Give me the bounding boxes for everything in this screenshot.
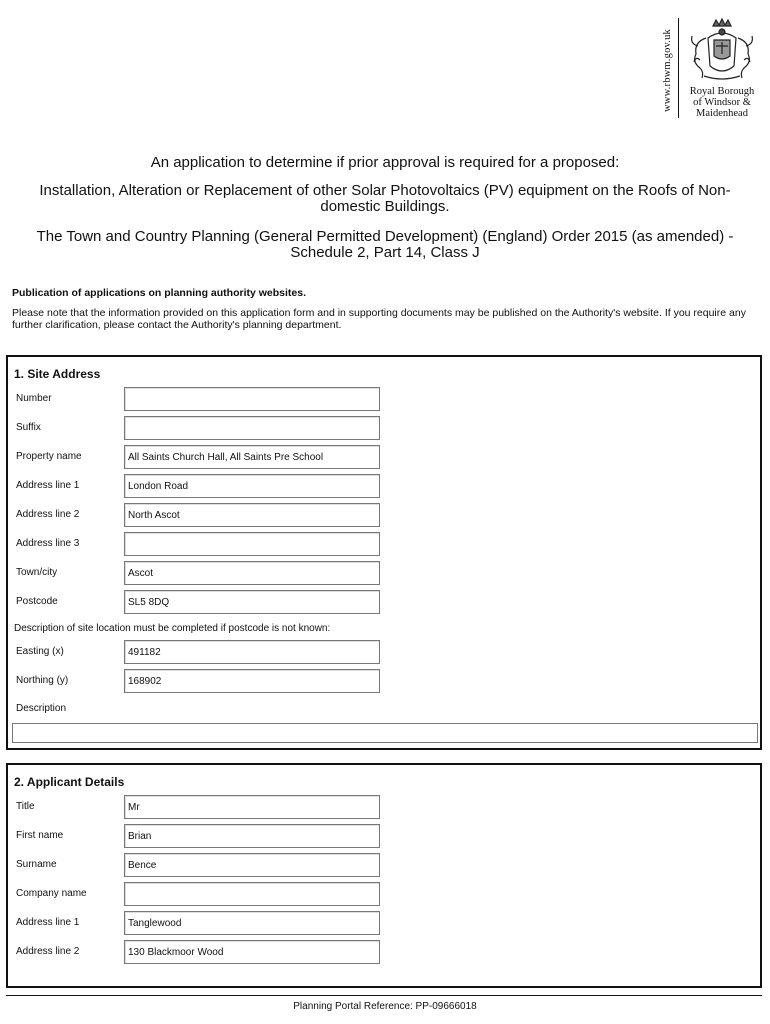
title-label: Title bbox=[16, 801, 35, 812]
council-name-line1: Royal Borough bbox=[689, 86, 755, 97]
applicant-address-line1-row bbox=[8, 911, 760, 937]
title-field[interactable]: Mr bbox=[124, 795, 380, 819]
form-title: An application to determine if prior approval is required for a proposed: bbox=[150, 154, 620, 171]
logo-divider bbox=[678, 18, 679, 118]
first-name-row bbox=[8, 824, 760, 850]
applicant-details-heading: 2. Applicant Details bbox=[14, 775, 125, 789]
footer-divider bbox=[6, 995, 762, 996]
description-field[interactable] bbox=[12, 723, 758, 743]
address-line3-row bbox=[8, 532, 760, 558]
address-line3-field[interactable] bbox=[124, 532, 380, 556]
council-name-line2: of Windsor & bbox=[693, 97, 751, 108]
suffix-field[interactable] bbox=[124, 416, 380, 440]
postcode-row bbox=[8, 590, 760, 616]
postcode-field[interactable]: SL5 8DQ bbox=[124, 590, 380, 614]
surname-row bbox=[8, 853, 760, 879]
address-line1-label: Address line 1 bbox=[16, 480, 80, 491]
description-label: Description bbox=[16, 703, 67, 714]
northing-field[interactable]: 168902 bbox=[124, 669, 380, 693]
title-row bbox=[8, 795, 760, 821]
publication-note: Please note that the information provided on this application form and in supporting documents may be published on the Authority's website. If you require any further clarification, please contact the Authority's planning department. bbox=[12, 307, 746, 331]
applicant-address-line2-label: Address line 2 bbox=[16, 946, 80, 957]
council-name bbox=[682, 86, 762, 119]
company-name-row bbox=[8, 882, 760, 908]
number-label: Number bbox=[16, 393, 52, 404]
address-line1-row bbox=[8, 474, 760, 500]
site-address-heading: 1. Site Address bbox=[14, 367, 101, 381]
easting-label: Easting (x) bbox=[16, 646, 64, 657]
applicant-details-section bbox=[6, 763, 762, 988]
coat-of-arms-icon bbox=[686, 16, 756, 84]
applicant-address-line1-field[interactable]: Tanglewood bbox=[124, 911, 380, 935]
applicant-address-line1-label: Address line 1 bbox=[16, 917, 80, 928]
property-name-field[interactable]: All Saints Church Hall, All Saints Pre School bbox=[124, 445, 380, 469]
council-url: www.rbwm.gov.uk bbox=[662, 28, 673, 112]
company-name-field[interactable] bbox=[124, 882, 380, 906]
council-logo bbox=[662, 16, 762, 122]
form-titles bbox=[10, 154, 760, 261]
postcode-label: Postcode bbox=[16, 596, 58, 607]
number-field[interactable] bbox=[124, 387, 380, 411]
address-line2-row bbox=[8, 503, 760, 529]
address-line2-field[interactable]: North Ascot bbox=[124, 503, 380, 527]
first-name-field[interactable]: Brian bbox=[124, 824, 380, 848]
town-row bbox=[8, 561, 760, 587]
easting-row bbox=[8, 640, 760, 666]
site-location-note: Description of site location must be completed if postcode is not known: bbox=[14, 623, 331, 634]
town-label: Town/city bbox=[16, 567, 58, 578]
applicant-address-line2-row bbox=[8, 940, 760, 966]
surname-label: Surname bbox=[16, 859, 57, 870]
northing-label: Northing (y) bbox=[16, 675, 69, 686]
address-line1-field[interactable]: London Road bbox=[124, 474, 380, 498]
town-field[interactable]: Ascot bbox=[124, 561, 380, 585]
publication-heading: Publication of applications on planning authority websites. bbox=[12, 287, 307, 299]
legislation-reference: The Town and Country Planning (General Permitted Development) (England) Order 2015 (as amended) - Schedule 2, Part 14, Class J bbox=[36, 228, 734, 261]
company-name-label: Company name bbox=[16, 888, 87, 899]
portal-reference: Planning Portal Reference: PP-09666018 bbox=[293, 1001, 477, 1012]
property-name-row bbox=[8, 445, 760, 471]
address-line3-label: Address line 3 bbox=[16, 538, 80, 549]
suffix-label: Suffix bbox=[16, 422, 41, 433]
applicant-address-line2-field[interactable]: 130 Blackmoor Wood bbox=[124, 940, 380, 964]
site-address-section bbox=[6, 355, 762, 750]
surname-field[interactable]: Bence bbox=[124, 853, 380, 877]
address-line2-label: Address line 2 bbox=[16, 509, 80, 520]
property-name-label: Property name bbox=[16, 451, 82, 462]
number-row bbox=[8, 387, 760, 413]
council-name-line3: Maidenhead bbox=[696, 108, 748, 119]
first-name-label: First name bbox=[16, 830, 64, 841]
northing-row bbox=[8, 669, 760, 695]
suffix-row bbox=[8, 416, 760, 442]
easting-field[interactable]: 491182 bbox=[124, 640, 380, 664]
form-subject: Installation, Alteration or Replacement of other Solar Photovoltaics (PV) equipment on the Roofs of Non-domestic Buildings. bbox=[39, 182, 731, 215]
